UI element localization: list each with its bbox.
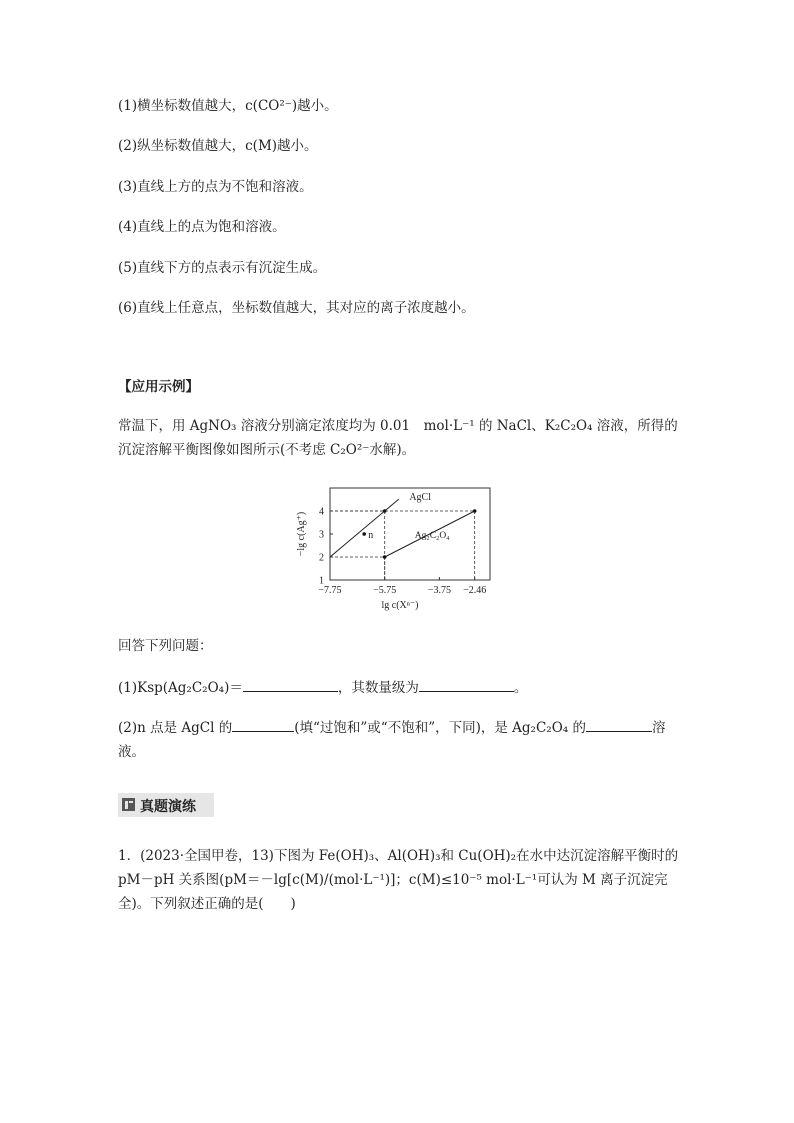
q1-prefix: (1)Ksp(Ag₂C₂O₄)＝ — [118, 680, 243, 696]
y-tick-label: 1 — [319, 575, 324, 587]
note-6: (6)直线上任意点，坐标数值越大，其对应的离子浓度越小。 — [118, 300, 475, 316]
q2-answer-blank-2[interactable] — [586, 717, 652, 732]
q2-middle: (填“过饱和”或“不饱和”，下同)，是 Ag₂C₂O₄ 的 — [294, 720, 586, 736]
y-tick-label: 4 — [319, 506, 324, 518]
q1-answer-blank-1[interactable] — [243, 677, 338, 692]
solubility-chart — [290, 484, 500, 614]
point-n-label: n — [368, 530, 374, 541]
x-tick-label: −7.75 — [318, 585, 342, 596]
example-prompt: 回答下列问题： — [118, 638, 213, 654]
example-text: 常温下，用 AgNO₃ 溶液分别滴定浓度均为 0.01 mol·L⁻¹ 的 NaCl、K₂C₂O₄ 溶液，所得的沉淀溶解平衡图像如图所示(不考虑 C₂O²⁻水解)。 — [118, 418, 678, 458]
book-icon — [122, 798, 135, 811]
data-point — [383, 555, 387, 559]
q1-middle: ，其数量级为 — [337, 680, 419, 696]
x-tick-label: −2.46 — [463, 585, 487, 596]
y-tick-label: 3 — [319, 529, 324, 541]
series-line-0 — [330, 499, 399, 557]
q1-suffix: 。 — [513, 680, 528, 696]
series-label-ag2c2o4: Ag₂C₂O₄ — [414, 531, 450, 542]
q1-answer-blank-2[interactable] — [419, 677, 514, 692]
chart-svg — [290, 484, 500, 614]
point-n — [362, 532, 366, 536]
q2-suffix: 溶液。 — [118, 720, 666, 760]
note-5: (5)直线下方的点表示有沉淀生成。 — [118, 260, 327, 276]
q2-prefix: (2)n 点是 AgCl 的 — [118, 720, 233, 736]
data-point — [473, 509, 477, 513]
note-1: (1)横坐标数值越大，c(CO²⁻)越小。 — [118, 98, 338, 114]
note-2: (2)纵坐标数值越大，c(M)越小。 — [118, 138, 318, 154]
question-1-text: 1．(2023·全国甲卷，13)下图为 Fe(OH)₃、Al(OH)₃和 Cu(OH)₂在水中达沉淀溶解平衡时的 pM－pH 关系图(pM＝－lg[c(M)/(mol·L⁻¹)]；c(M)≤10⁻⁵ mol·L⁻¹可认为 M 离子沉淀完全)。下列叙述正确的是( ) — [118, 848, 679, 912]
q2-answer-blank-1[interactable] — [232, 717, 294, 732]
x-tick-label: −3.75 — [427, 585, 451, 596]
question-1-line — [118, 677, 527, 697]
series-label-agcl: AgCl — [409, 492, 431, 504]
section-header — [118, 793, 214, 817]
x-tick-label: −5.75 — [373, 585, 397, 596]
example-heading: 【应用示例】 — [118, 379, 199, 395]
y-tick-label: 2 — [319, 552, 324, 564]
question-2-paragraph — [118, 716, 678, 764]
y-axis-label: −lg c(Ag⁺) — [296, 511, 307, 557]
section-title: 真题演练 — [140, 799, 196, 815]
note-3: (3)直线上方的点为不饱和溶液。 — [118, 179, 313, 195]
note-4: (4)直线上的点为饱和溶液。 — [118, 219, 286, 235]
x-axis-label: lg c(Xⁿ⁻) — [381, 600, 419, 611]
